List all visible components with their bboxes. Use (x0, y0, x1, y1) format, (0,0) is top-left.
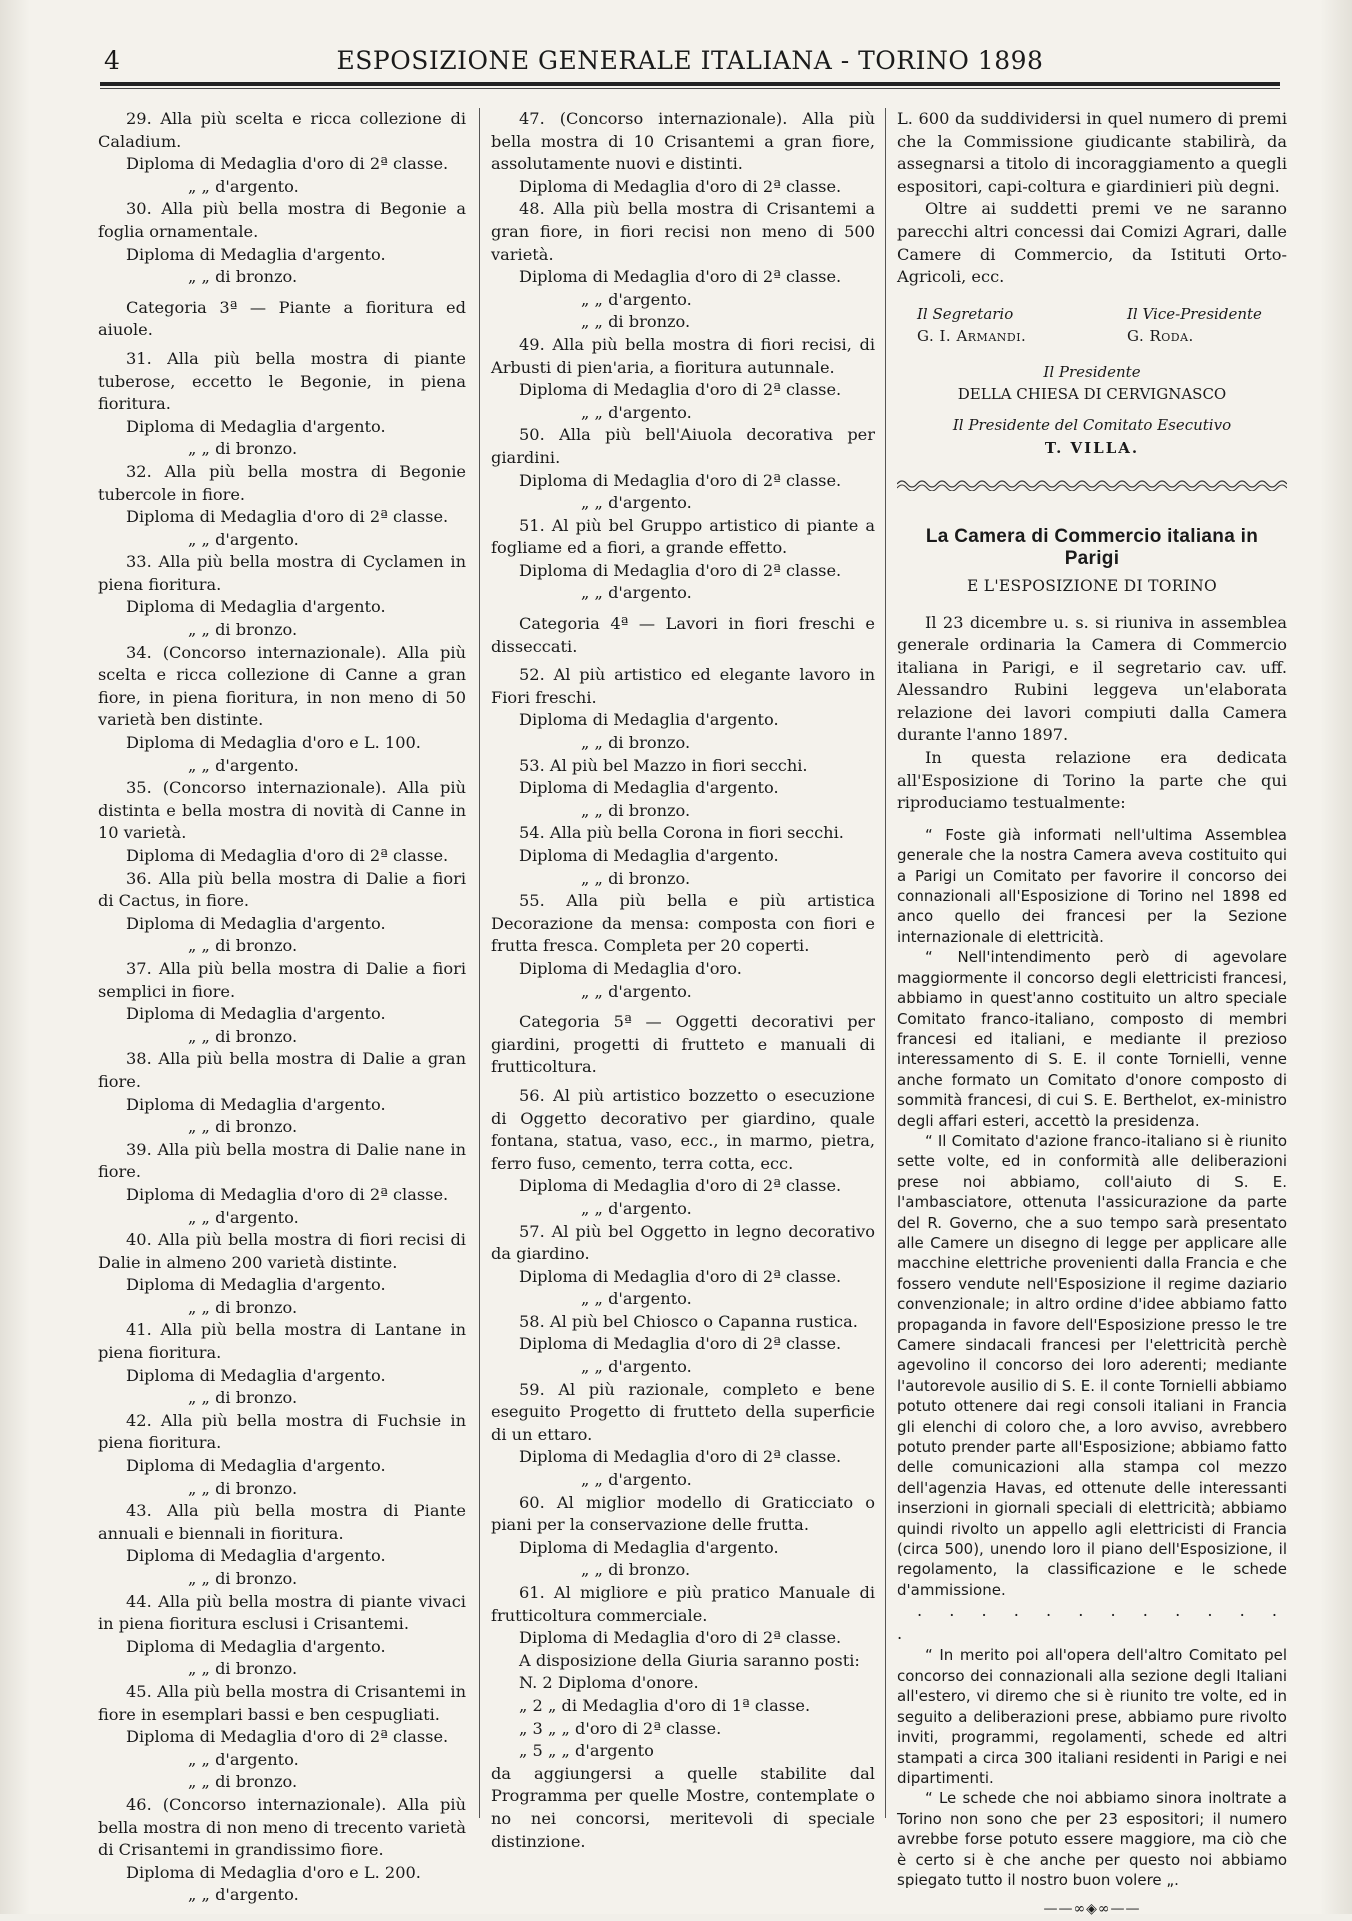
award-line: Diploma di Medaglia d'argento. (126, 1365, 386, 1385)
decorative-wave-rule (897, 477, 1287, 491)
column-divider (885, 108, 886, 1818)
award-line: „ „ di bronzo. (188, 1388, 298, 1408)
award-line: „ „ d'argento. (188, 1749, 299, 1769)
header-rule-thin (100, 88, 1280, 89)
prize-entry: 39. Alla più bella mostra di Dalie nane in fiore. (98, 1139, 466, 1182)
award-line: Diploma di Medaglia d'oro di 2ª classe. (126, 154, 449, 174)
award-line: „ 3 „ „ d'oro di 2ª classe. (519, 1718, 722, 1738)
prize-entry: 32. Alla più bella mostra di Begonie tubercole in fiore. (98, 461, 466, 504)
prize-entry: 52. Al più artistico ed elegante lavoro in Fiori freschi. (491, 665, 875, 707)
quote-paragraph: “ In merito poi all'opera dell'altro Comitato pel concorso dei connazionali alla sezione degli Italiani all'estero, vi diremo che si è riunito tre volte, ed in seguito a deliberazioni prese, abbiamo pure rivolto inviti, programmi, regolamenti, schede ed altri stampati a circa 300 italiani residenti in Parigi e nei dipartimenti. (897, 1646, 1287, 1787)
award-line: „ „ d'argento. (188, 529, 299, 549)
award-line: Diploma di Medaglia d'argento. (519, 778, 779, 798)
award-line: „ „ d'argento. (188, 176, 299, 196)
presidente-label: Il Presidente (1043, 362, 1141, 381)
esecutivo-name: T. VILLA. (1044, 438, 1140, 457)
award-line: „ „ di bronzo. (188, 1478, 298, 1498)
prize-entry: 33. Alla più bella mostra di Cyclamen in piena fioritura. (98, 552, 466, 594)
ellipsis-separator: . . . . . . . . . . . . . (897, 1601, 1287, 1643)
article-quote-continued (897, 1645, 1287, 1890)
category-heading: Categoria 4ª — Lavori in fiori freschi e disseccati. (491, 614, 875, 656)
award-line: „ „ di bronzo. (188, 267, 298, 287)
award-line: Diploma di Medaglia d'argento. (126, 244, 386, 264)
award-line: „ „ di bronzo. (581, 800, 691, 820)
segretario-name: G. I. Armandi. (917, 326, 1027, 345)
award-line: Diploma di Medaglia d'argento. (519, 846, 779, 865)
prize-entry: 59. Al più razionale, completo e bene eseguito Progetto di frutteto della superficie di un ettaro. (491, 1379, 875, 1444)
award-line: Diploma di Medaglia d'oro di 2ª classe. (519, 380, 842, 400)
award-line: Diploma di Medaglia d'oro di 2ª classe. (519, 1447, 842, 1467)
award-line: Diploma di Medaglia d'oro di 2ª classe. (519, 267, 842, 287)
award-line: „ „ di bronzo. (188, 1026, 298, 1046)
article-title: La Camera di Commercio italiana in Parigi (925, 525, 1259, 570)
award-line: Diploma di Medaglia d'oro di 2ª classe. (519, 1628, 842, 1648)
prize-entry: 51. Al più bel Gruppo artistico di piante a fogliame ed a fiori, a grande effetto. (491, 515, 875, 558)
award-line: Diploma di Medaglia d'oro e L. 200. (126, 1862, 421, 1882)
award-line: „ „ di bronzo. (188, 439, 298, 459)
award-line: Diploma di Medaglia d'oro di 2ª classe. (126, 1727, 449, 1747)
vice-presidente-name: G. Roda. (1127, 326, 1194, 345)
article-paragraph: Il 23 dicembre u. s. si riuniva in assemblea generale ordinaria la Camera di Commercio italiana in Parigi, e il segretario cav. uff. Alessandro Rubini leggeva un'elaborata relazione dei lavori compiuti dalla Camera durante l'anno 1897. (897, 612, 1287, 745)
award-line: Diploma di Medaglia d'argento. (519, 710, 779, 730)
prize-entry: 43. Alla più bella mostra di Piante annuali e biennali in fioritura. (98, 1501, 466, 1543)
presidente-name: DELLA CHIESA DI CERVIGNASCO (957, 385, 1227, 404)
prize-entry: 58. Al più bel Chiosco o Capanna rustica. (519, 1311, 858, 1331)
award-line: „ „ di bronzo. (188, 1297, 298, 1317)
award-line: „ „ d'argento. (581, 289, 692, 309)
article-subtitle: E L'ESPOSIZIONE DI TORINO (966, 576, 1218, 595)
prize-entry: 50. Alla più bell'Aiuola decorativa per giardini. (491, 425, 875, 467)
prize-entry: 35. (Concorso internazionale). Alla più distinta e bella mostra di novità di Canne in 10 varietà. (98, 778, 466, 843)
quote-paragraph: “ Nell'intendimento però di agevolare maggiormente il concorso degli elettricisti francesi, abbiamo in quest'anno costituito un altro speciale Comitato franco-italiano, composto di membri francesi ed italiani, e mediante il prezioso interessamento di S. E. il conte Tornielli, venne anche formato un Comitato d'onore composto di sommità francesi, di cui S. E. Berthelot, ex-ministro degli affari esteri, accettò la presidenza. (897, 948, 1287, 1130)
award-line: „ „ d'argento. (581, 1357, 692, 1377)
prize-entry: 56. Al più artistico bozzetto o esecuzione di Oggetto decorativo per giardino, quale fontana, statua, vaso, ecc., in marmo, pietra, ferro fuso, cemento, terra cotta, ecc. (491, 1085, 875, 1173)
award-line: „ „ di bronzo. (581, 868, 691, 888)
prize-entry: Oltre ai suddetti premi ve ne saranno parecchi altri concessi dai Comizi Agrari, dalle Camere di Commercio, da Istituti Orto-Agricoli, ecc. (897, 199, 1287, 287)
signatures (897, 303, 1287, 459)
award-line: Diploma di Medaglia d'oro. (519, 958, 742, 978)
page-number: 4 (104, 46, 121, 75)
award-line: Diploma di Medaglia d'argento. (126, 597, 386, 617)
prize-notes (897, 108, 1287, 289)
award-line: Diploma di Medaglia d'oro di 2ª classe. (126, 507, 449, 527)
award-line: „ „ d'argento. (581, 402, 692, 422)
award-line: „ „ d'argento. (188, 1885, 299, 1905)
award-line: „ „ di bronzo. (188, 1772, 298, 1792)
prize-entry: 60. Al miglior modello di Graticciato o piani per la conservazione delle frutta. (491, 1492, 875, 1535)
award-line: da aggiungersi a quelle stabilite dal Programma per quelle Mostre, contemplate o no nei concorsi, meritevoli di speciale distinzione. (491, 1763, 875, 1851)
prize-entry: 30. Alla più bella mostra di Begonie a foglia ornamentale. (98, 199, 466, 241)
prize-entry: 55. Alla più bella e più artistica Decorazione da mensa: composta con fiori e frutta fresca. Completa per 20 coperti. (491, 891, 875, 956)
award-line: Diploma di Medaglia d'oro di 2ª classe. (519, 560, 842, 580)
quote-paragraph: “ Foste già informati nell'ultima Assemblea generale che la nostra Camera aveva costituito qui a Parigi un Comitato per favorire il concorso dei connazionali all'Esposizione di Torino nel 1898 ed anco quello dei francesi per la Sezione internazionale di elettricità. (897, 825, 1287, 946)
prize-entry: 45. Alla più bella mostra di Crisantemi in fiore in esemplari bassi e ben cespugliati. (98, 1681, 466, 1724)
award-line: „ „ d'argento. (581, 981, 692, 1001)
award-line: Diploma di Medaglia d'oro di 2ª classe. (519, 1334, 842, 1354)
category-heading: Categoria 3ª — Piante a fioritura ed aiuole. (98, 297, 466, 340)
quote-paragraph: “ Il Comitato d'azione franco-italiano si è riunito sette volte, ed in conformità alle deliberazioni prese noi abbiamo, coll'aiuto di S. E. l'ambasciatore, ottenuta l'assicurazione da parte del R. Governo, che a suo tempo sarà presentato alle Camere un disegno di legge per applicare alle macchine elettriche provenienti dalla Francia e che fossero vendute nell'Esposizione il regime daziario convenzionale; in altro ordine d'idee abbiamo fatto propaganda in favore dell'Esposizione presso le tre Camere sindacali francesi per l'elettricità perchè agevolino il concorso dei loro aderenti; mediante l'autorevole ausilio di S. E. il conte Tornielli abbiamo potuto ottenere dai regi consoli italiani in Francia gli elenchi di coloro che, a loro avviso, avrebbero potuto prender parte all'Esposizione; abbiamo fatto delle comunicazioni alla stampa col mezzo dell'agenzia Havas, ed ottenute delle interessanti inserzioni in giornali speciali di elettricità; abbiamo quindi rivolto un appello agli elettricisti di Francia (circa 500), unendo loro il piano dell'Esposizione, il regolamento, la classificazione e le schede d'ammissione. (897, 1131, 1287, 1599)
award-line: Diploma di Medaglia d'oro di 2ª classe. (126, 846, 449, 865)
award-line: Diploma di Medaglia d'oro e L. 100. (126, 733, 421, 753)
prize-entry: 57. Al più bel Oggetto in legno decorativo da giardino. (491, 1221, 875, 1264)
award-line: Diploma di Medaglia d'oro di 2ª classe. (519, 1176, 842, 1196)
prize-entry: 49. Alla più bella mostra di fiori recisi, di Arbusti di pien'aria, a fioritura autunnale. (491, 334, 875, 377)
award-line: „ „ di bronzo. (188, 1569, 298, 1588)
category-heading: Categoria 5ª — Oggetti decorativi per giardini, progetti di frutteto e manuali di frutticoltura. (491, 1012, 875, 1077)
column-divider (479, 108, 480, 1818)
award-line: Diploma di Medaglia d'oro di 2ª classe. (519, 1266, 842, 1286)
prize-entry: 41. Alla più bella mostra di Lantane in piena fioritura. (98, 1320, 466, 1363)
award-line: A disposizione della Giuria saranno posti: (519, 1650, 860, 1670)
award-line: „ „ d'argento. (188, 1207, 299, 1227)
award-line: Diploma di Medaglia d'argento. (126, 1275, 386, 1295)
award-line: „ 5 „ „ d'argento (519, 1741, 654, 1761)
article-intro (897, 612, 1287, 815)
prize-entry: 61. Al migliore e più pratico Manuale di frutticoltura commerciale. (491, 1583, 875, 1625)
award-line: „ „ di bronzo. (188, 1659, 298, 1679)
award-line: „ „ d'argento. (581, 1198, 692, 1218)
prize-entry: 29. Alla più scelta e ricca collezione di Caladium. (98, 109, 466, 151)
award-line: Diploma di Medaglia d'oro di 2ª classe. (519, 470, 842, 490)
prize-entry: 47. (Concorso internazionale). Alla più bella mostra di 10 Crisantemi a gran fiore, assolutamente nuovi e distinti. (491, 109, 875, 174)
page-header (100, 42, 1280, 78)
award-line: „ „ di bronzo. (581, 312, 691, 332)
prize-entry: 36. Alla più bella mostra di Dalie a fiori di Cactus, in fiore. (98, 868, 466, 911)
prize-entry: 54. Alla più bella Corona in fiori secchi. (519, 823, 844, 843)
prize-entry: 31. Alla più bella mostra di piante tuberose, eccetto le Begonie, in piena fioritura. (98, 348, 466, 414)
award-line: „ „ d'argento. (581, 583, 692, 603)
article-paragraph: In questa relazione era dedicata all'Esposizione di Torino la parte che qui riproduciamo testualmente: (897, 748, 1287, 813)
prize-entry: 38. Alla più bella mostra di Dalie a gran fiore. (98, 1049, 466, 1091)
column-1 (98, 108, 466, 1907)
award-line: Diploma di Medaglia d'oro di 2ª classe. (126, 1184, 449, 1204)
award-line: „ „ di bronzo. (188, 620, 298, 640)
award-line: „ 2 „ di Medaglia d'oro di 1ª classe. (519, 1695, 811, 1715)
award-line: Diploma di Medaglia d'oro di 2ª classe. (519, 176, 842, 196)
award-line: Diploma di Medaglia d'argento. (126, 1546, 386, 1566)
prize-entry: 42. Alla più bella mostra di Fuchsie in piena fioritura. (98, 1410, 466, 1453)
esecutivo-label: Il Presidente del Comitato Esecutivo (952, 415, 1232, 434)
column-2 (491, 108, 875, 1853)
award-line: Diploma di Medaglia d'argento. (519, 1537, 779, 1557)
end-ornament: ——∞◈∞—— (1043, 1901, 1141, 1918)
award-line: „ „ d'argento. (581, 493, 692, 513)
award-line: Diploma di Medaglia d'argento. (126, 913, 386, 933)
award-line: „ „ di bronzo. (581, 733, 691, 753)
award-line: „ „ di bronzo. (581, 1560, 691, 1580)
award-line: „ „ d'argento. (581, 1470, 692, 1490)
segretario-label: Il Segretario (917, 304, 1014, 323)
award-line: Diploma di Medaglia d'argento. (126, 1004, 386, 1024)
prize-entry: 53. Al più bel Mazzo in fiori secchi. (519, 755, 808, 775)
prize-entry: 34. (Concorso internazionale). Alla più scelta e ricca collezione di Canne a gran fiore, in piena fioritura, in non meno di 50 varietà ben distinte. (98, 642, 466, 730)
vice-presidente-label: Il Vice-Presidente (1127, 304, 1262, 323)
award-line: „ „ d'argento. (188, 755, 299, 775)
award-line: Diploma di Medaglia d'argento. (126, 1094, 386, 1114)
prize-entry: 46. (Concorso internazionale). Alla più bella mostra di non meno di trecento varietà di Crisantemi in grandissimo fiore. (98, 1794, 466, 1860)
award-line: Diploma di Medaglia d'argento. (126, 416, 386, 436)
prize-entry: 48. Alla più bella mostra di Crisantemi a gran fiore, in fiori recisi non meno di 500 varietà. (491, 199, 875, 264)
award-line: Diploma di Medaglia d'argento. (126, 1636, 386, 1656)
prize-entry: 37. Alla più bella mostra di Dalie a fiori semplici in fiore. (98, 958, 466, 1001)
prize-entry: 44. Alla più bella mostra di piante vivaci in piena fioritura esclusi i Crisantemi. (98, 1591, 466, 1634)
award-line: „ „ d'argento. (581, 1289, 692, 1309)
page-title: ESPOSIZIONE GENERALE ITALIANA - TORINO 1898 (336, 46, 1044, 75)
prize-entry: 40. Alla più bella mostra di fiori recisi di Dalie in almeno 200 varietà distinte. (98, 1230, 466, 1272)
column-3 (897, 108, 1287, 1921)
award-line: „ „ di bronzo. (188, 936, 298, 956)
article-quote (897, 825, 1287, 1600)
award-line: Diploma di Medaglia d'argento. (126, 1456, 386, 1476)
award-line: N. 2 Diploma d'onore. (519, 1673, 699, 1693)
header-rule (100, 82, 1280, 86)
award-line: „ „ di bronzo. (188, 1117, 298, 1137)
quote-paragraph: “ Le schede che noi abbiamo sinora inoltrate a Torino non sono che per 23 espositori; il numero avrebbe forse potuto essere maggiore, ma ciò che è certo si è che anche per questo noi abbiamo spiegato tutto il nostro buon volere „. (897, 1789, 1287, 1889)
award-line: L. 600 da suddividersi in quel numero di premi che la Commissione giudicante stabilirà, da assegnarsi a titolo di incoraggiamento a quegli espositori, capi-coltura e giardinieri più degni. (897, 109, 1287, 196)
